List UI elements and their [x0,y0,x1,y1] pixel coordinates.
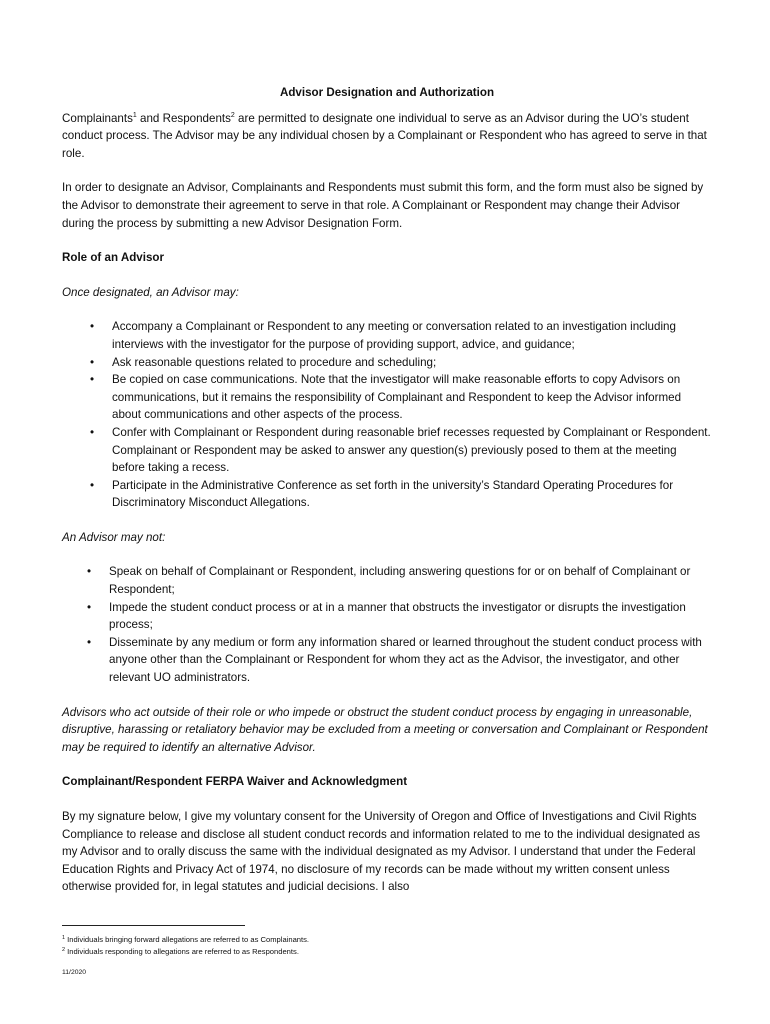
list-item-text: Participate in the Administrative Conference as set forth in the university’s Standard Operating Procedures for Discriminatory Misconduct Allegations. [112,478,674,510]
bullet-icon: • [87,635,92,649]
footnote-text: Individuals responding to allegations are referred to as Respondents. [65,946,299,956]
list-item [62,477,712,512]
footnote-ref-2: 2 [230,111,235,119]
advisor-may-list [62,318,712,512]
footnote-divider [62,925,245,926]
footnote-2 [62,946,309,958]
footnote-1 [62,934,309,946]
footnote-text: Individuals bringing forward allegations are referred to as Complainants. [65,935,310,944]
intro-rest: are permitted to designate one individual to serve as an Advisor during the UO’s student conduct process. The Advisor may be any individual chosen by a Complainant or Respondent who has agreed to serve in that role. [62,111,707,160]
bullet-icon: • [90,373,95,387]
intro-complainants: Complainants [62,111,133,125]
list-item-text: Disseminate by any medium or form any information shared or learned throughout the student conduct process with anyone other than the Complainant or Respondent for whom they act as the Advisor, the investigator, and other relevant UO administrators. [109,635,702,685]
list-item [62,563,712,598]
list-item-text: Ask reasonable questions related to procedure and scheduling; [112,355,437,369]
advisor-may-not-list [62,563,712,686]
ferpa-heading: Complainant/Respondent FERPA Waiver and Acknowledgment [62,775,408,789]
list-item-text: Be copied on case communications. Note that the investigator will make reasonable efforts to copy Advisors on communications, but it remains the responsibility of Complainant and Respondent to keep the Advisor informed about communications and other aspects of the process. [112,373,682,422]
may-lead: Once designated, an Advisor may: [62,285,239,299]
revision-date: 11/2020 [62,969,87,976]
footnotes [62,934,309,957]
footnote-mark: 2 [62,946,66,953]
designation-paragraph: In order to designate an Advisor, Complainants and Respondents must submit this form, and the form must also be signed by the Advisor to demonstrate their agreement to serve in that role. A Complainant or Respondent may change their Advisor during the process by submitting a new Advisor Designation Form. [62,181,704,230]
bullet-icon: • [90,320,95,334]
list-item [62,318,712,353]
list-item [62,354,712,372]
document-title: Advisor Designation and Authorization [279,86,495,99]
intro-paragraph [62,110,712,163]
role-heading: Role of an Advisor [62,251,164,265]
warning-paragraph: Advisors who act outside of their role or who impede or obstruct the student conduct process by engaging in unreasonable, disruptive, harassing or retaliatory behavior may be excluded from a meeting or conversation and Complainant or Respondent may be required to identify an alternative Advisor. [62,705,708,754]
list-item [62,634,712,687]
list-item [62,371,712,424]
list-item-text: Accompany a Complainant or Respondent to any meeting or conversation related to an investigation including interviews with the investigator for the purpose of providing support, advice, and guidance; [112,320,676,351]
intro-respondents: and Respondents [136,111,231,125]
list-item [62,599,712,634]
list-item-text: Speak on behalf of Complainant or Respondent, including answering questions for or on behalf of Complainant or Respondent; [109,565,691,597]
footnote-mark: 1 [62,935,66,941]
list-item-text: Impede the student conduct process or at in a manner that obstructs the investigator or disrupts the investigation process; [109,600,686,632]
list-item-text: Confer with Complainant or Respondent during reasonable brief recesses requested by Complainant or Respondent. Complainant or Respondent may be asked to answer any question(s) previously posed to them at the meeting before taking a recess. [112,425,711,475]
bullet-icon: • [87,565,92,579]
list-item [62,424,712,477]
bullet-icon: • [90,425,95,439]
document-page [62,84,712,896]
bullet-icon: • [90,355,95,369]
footnote-ref-1: 1 [132,111,137,119]
bullet-icon: • [87,600,92,614]
may-not-lead: An Advisor may not: [62,530,166,544]
bullet-icon: • [90,478,95,492]
ferpa-paragraph: By my signature below, I give my voluntary consent for the University of Oregon and Office of Investigations and Civil Rights Compliance to release and disclose all student conduct records and information related to me to the individual designated as my Advisor and to orally discuss the same with the individual designated as my Advisor. I understand that under the Federal Education Rights and Privacy Act of 1974, no disclosure of my records can be made without my written consent unless otherwise provided for, in legal statutes and judicial decisions. I also [62,810,701,894]
